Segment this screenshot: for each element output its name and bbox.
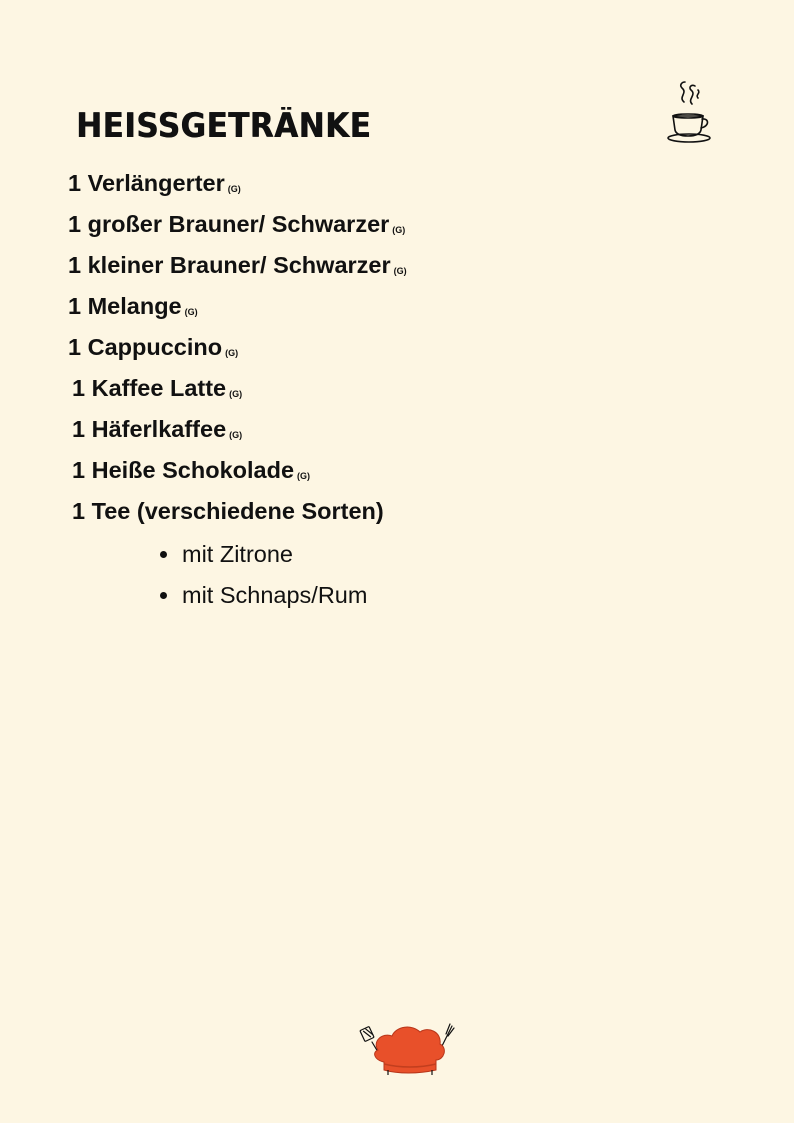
bullet-icon [160,592,167,599]
menu-item [68,248,407,289]
allergen-mark: (G) [392,225,406,235]
menu-item-name: 1 Tee (verschiedene Sorten) [72,498,384,524]
bullet-icon [160,551,167,558]
tea-option-label: mit Schnaps/Rum [182,582,368,608]
menu-item [72,371,407,412]
allergen-mark: (G) [227,184,241,194]
allergen-mark: (G) [225,348,239,358]
tea-options-list [160,535,367,617]
menu-item-name: 1 Verlängerter [68,170,225,196]
allergen-mark: (G) [184,307,198,317]
menu-item [72,453,407,494]
allergen-mark: (G) [297,471,311,481]
menu-item [72,412,407,453]
menu-item [68,289,407,330]
tea-option [160,576,367,617]
menu-item-name: 1 kleiner Brauner/ Schwarzer [68,252,391,278]
menu-item-name: 1 Kaffee Latte [72,375,227,401]
menu-item-name: 1 Cappuccino [68,334,223,360]
tea-option [160,535,367,576]
menu-item-name: 1 Melange [68,293,182,319]
menu-item [68,207,407,248]
allergen-mark: (G) [229,389,243,399]
allergen-mark: (G) [229,430,243,440]
menu-item-name: 1 Häferlkaffee [72,416,227,442]
menu-item [68,330,407,371]
allergen-mark: (G) [393,266,407,276]
menu-item-name: 1 großer Brauner/ Schwarzer [68,211,390,237]
coffee-cup-icon [664,80,716,144]
menu-list [68,166,407,535]
chef-hat-icon [358,1020,458,1080]
tea-option-label: mit Zitrone [182,541,293,567]
page-title: HEISSGETRÄNKE [76,106,372,146]
menu-item [72,494,407,535]
menu-item-name: 1 Heiße Schokolade [72,457,295,483]
menu-item [68,166,407,207]
